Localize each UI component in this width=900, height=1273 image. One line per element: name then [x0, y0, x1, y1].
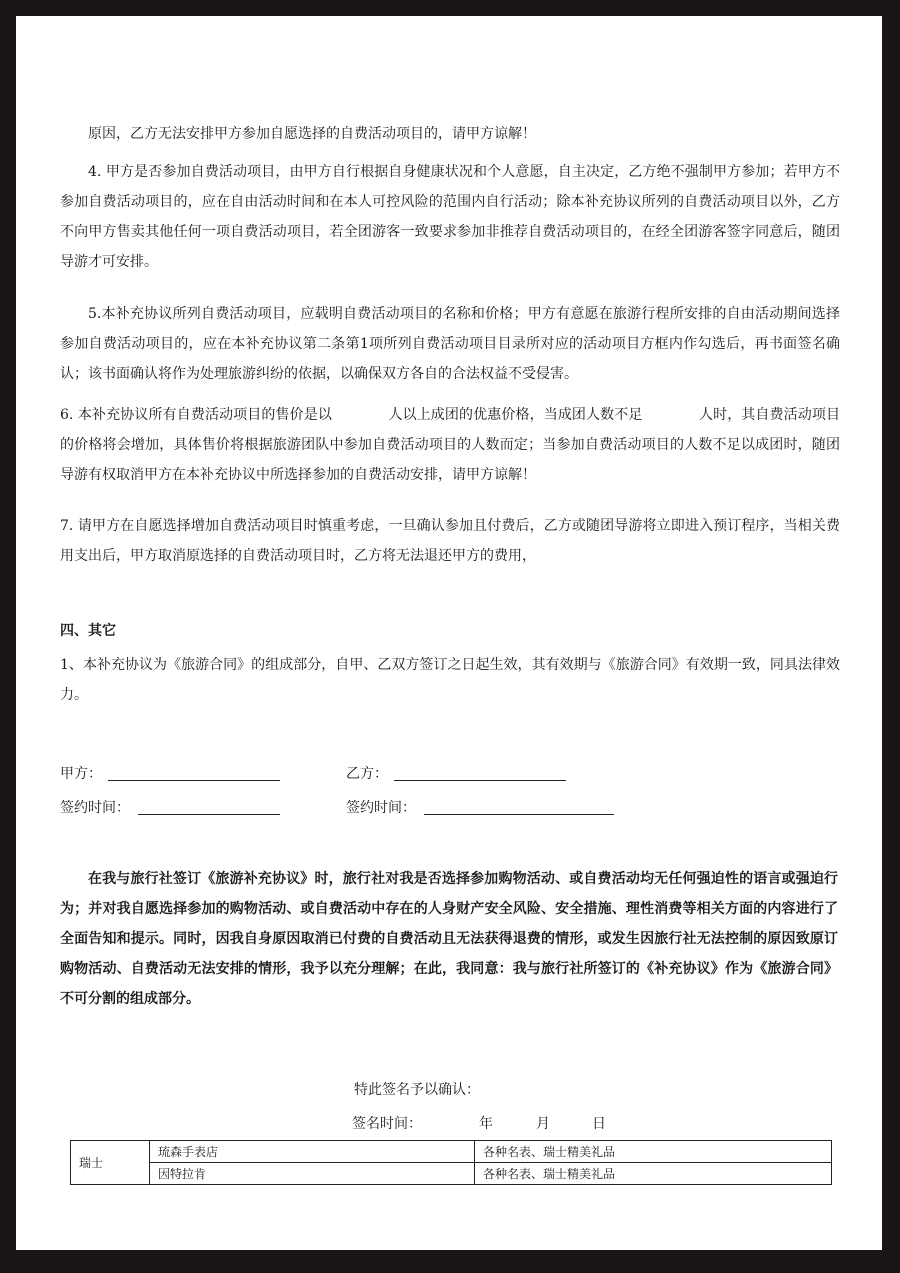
party-b-date-label: 签约时间：	[346, 800, 416, 816]
table-row	[71, 1141, 832, 1163]
sign-day: 日	[592, 1116, 606, 1132]
clause-6: 6. 本补充协议所有自费活动项目的售价是以 人以上成团的优惠价格，当成团人数不足 人时，其自费活动项目的价格将会增加，具体售价将根据旅游团队中参加自费活动项目的人数而定；当参加自费活动项目的人数不足以成团时，随团导游有权取消甲方在本补充协议中所选择参加的自费活动安排，请甲方谅解！	[60, 407, 840, 483]
party-b-date-line[interactable]	[424, 796, 614, 815]
shop-goods-cell: 各种名表、瑞士精美礼品	[475, 1141, 832, 1163]
country-cell: 瑞士	[71, 1141, 150, 1185]
clause-7: 7. 请甲方在自愿选择增加自费活动项目时慎重考虑，一旦确认参加且付费后，乙方或随团导游将立即进入预订程序，当相关费用支出后，甲方取消原选择的自费活动项目时，乙方将无法退还甲方的费用，	[60, 518, 840, 564]
party-a-date-line[interactable]	[138, 796, 280, 815]
clause-3-continuation: 原因，乙方无法安排甲方参加自愿选择的自费活动项目的，请甲方谅解！	[88, 126, 536, 142]
party-a-signature-line[interactable]	[108, 762, 280, 781]
sign-month: 月	[536, 1116, 550, 1132]
customer-statement: 在我与旅行社签订《旅游补充协议》时，旅行社对我是否选择参加购物活动、或自费活动均无任何强迫性的语言或强迫行为；并对我自愿选择参加的购物活动、或自费活动中存在的人身财产安全风险、安全措施、理性消费等相关方面的内容进行了全面告知和提示。同时，因我自身原因取消已付费的自费活动且无法获得退费的情形，或发生因旅行社无法控制的原因致原订购物活动、自费活动无法安排的情形，我予以充分理解；在此，我同意：我与旅行社所签订的《补充协议》作为《旅游合同》不可分割的组成部分。	[60, 871, 838, 1007]
clause-4: 4. 甲方是否参加自费活动项目，由甲方自行根据自身健康状况和个人意愿，自主决定，乙方绝不强制甲方参加；若甲方不参加自费活动项目的，应在自由活动时间和在本人可控风险的范围内自行活动；除本补充协议所列的自费活动项目以外，乙方不向甲方售卖其他任何一项自费活动项目，若全团游客一致要求参加非推荐自费活动项目的，在经全团游客签字同意后，随团导游才可安排。	[60, 164, 840, 270]
sign-time-label: 签名时间：	[352, 1116, 422, 1132]
shop-name-cell: 因特拉肯	[150, 1163, 475, 1185]
party-b-signature-line[interactable]	[394, 762, 566, 781]
section-4-item-1: 1、本补充协议为《旅游合同》的组成部分，自甲、乙双方签订之日起生效，其有效期与《旅游合同》有效期一致，同具法律效力。	[60, 657, 840, 703]
confirm-text: 特此签名予以确认：	[354, 1082, 480, 1098]
shop-goods-cell: 各种名表、瑞士精美礼品	[475, 1163, 832, 1185]
party-a-label: 甲方：	[60, 766, 102, 782]
party-b-label: 乙方：	[346, 766, 388, 782]
table-row	[71, 1163, 832, 1185]
section-4-heading: 四、其它	[60, 623, 116, 639]
sign-year: 年	[479, 1116, 493, 1132]
shopping-table	[70, 1140, 832, 1185]
party-a-date-label: 签约时间：	[60, 800, 130, 816]
clause-5: 5.本补充协议所列自费活动项目，应载明自费活动项目的名称和价格；甲方有意愿在旅游行程所安排的自由活动期间选择参加自费活动项目的，应在本补充协议第二条第1项所列自费活动项目目录所对应的活动项目方框内作勾选后，再书面签名确认；该书面确认将作为处理旅游纠纷的依据，以确保双方各自的合法权益不受侵害。	[60, 306, 840, 382]
document-page	[16, 16, 882, 1250]
shop-name-cell: 琉森手表店	[150, 1141, 475, 1163]
